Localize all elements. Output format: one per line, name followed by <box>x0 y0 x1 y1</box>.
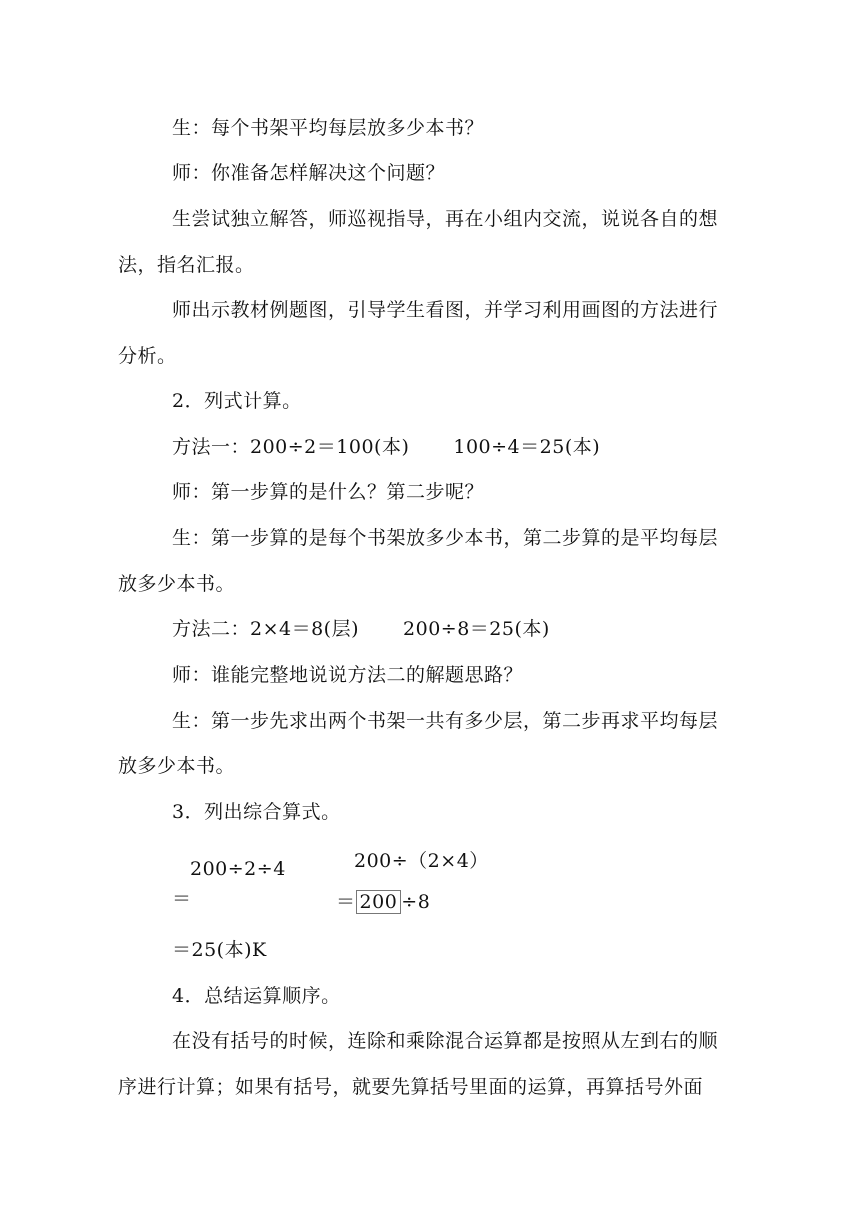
text-line: 生：第一步先求出两个书架一共有多少层，第二步再求平均每层 <box>172 710 719 732</box>
method-two-step2: 200÷8＝25(本) <box>403 618 550 640</box>
method-one-step2: 100÷4＝25(本) <box>453 436 601 458</box>
formula-result <box>172 939 267 961</box>
text-line: 分析。 <box>118 345 177 367</box>
right-formula-expression: 200÷（2×4） <box>354 850 489 872</box>
text-line: 师出示教材例题图，引导学生看图，并学习利用画图的方法进行 <box>172 299 719 321</box>
formula-result-value: ＝25(本) <box>172 939 253 961</box>
text-line: 序进行计算；如果有括号，就要先算括号里面的运算，再算括号外面 <box>118 1076 704 1098</box>
section-heading: 3．列出综合算式。 <box>172 801 341 823</box>
text-line: 师：谁能完整地说说方法二的解题思路？ <box>172 664 524 686</box>
right-formula-boxed-value: 200 <box>356 890 402 914</box>
right-formula-tail: ÷8 <box>401 891 431 913</box>
text-line: 法，指名汇报。 <box>118 254 255 276</box>
left-formula-equals: ＝ <box>172 888 192 910</box>
method-one-line <box>172 436 600 458</box>
text-line: 放多少本书。 <box>118 755 236 777</box>
right-formula-step <box>336 890 430 914</box>
text-line: 放多少本书。 <box>118 573 236 595</box>
stray-mark: K <box>252 939 267 961</box>
method-two-step1: 方法二：2×4＝8(层) <box>172 618 360 640</box>
text-line: 生：每个书架平均每层放多少本书？ <box>172 117 485 139</box>
section-heading: 2．列式计算。 <box>172 390 302 412</box>
text-line: 生尝试独立解答，师巡视指导，再在小组内交流，说说各自的想 <box>172 208 719 230</box>
section-heading: 4．总结运算顺序。 <box>172 985 341 1007</box>
left-formula-expression: 200÷2÷4 <box>190 858 286 880</box>
text-line: 在没有括号的时候，连除和乘除混合运算都是按照从左到右的顺 <box>172 1030 719 1052</box>
method-two-line <box>172 618 550 640</box>
method-one-step1: 方法一：200÷2＝100(本) <box>172 436 410 458</box>
text-line: 生：第一步算的是每个书架放多少本书，第二步算的是平均每层 <box>172 527 719 549</box>
right-formula-equals: ＝ <box>336 891 356 913</box>
text-line: 师：你准备怎样解决这个问题？ <box>172 162 446 184</box>
text-line: 师：第一步算的是什么？第二步呢？ <box>172 481 485 503</box>
